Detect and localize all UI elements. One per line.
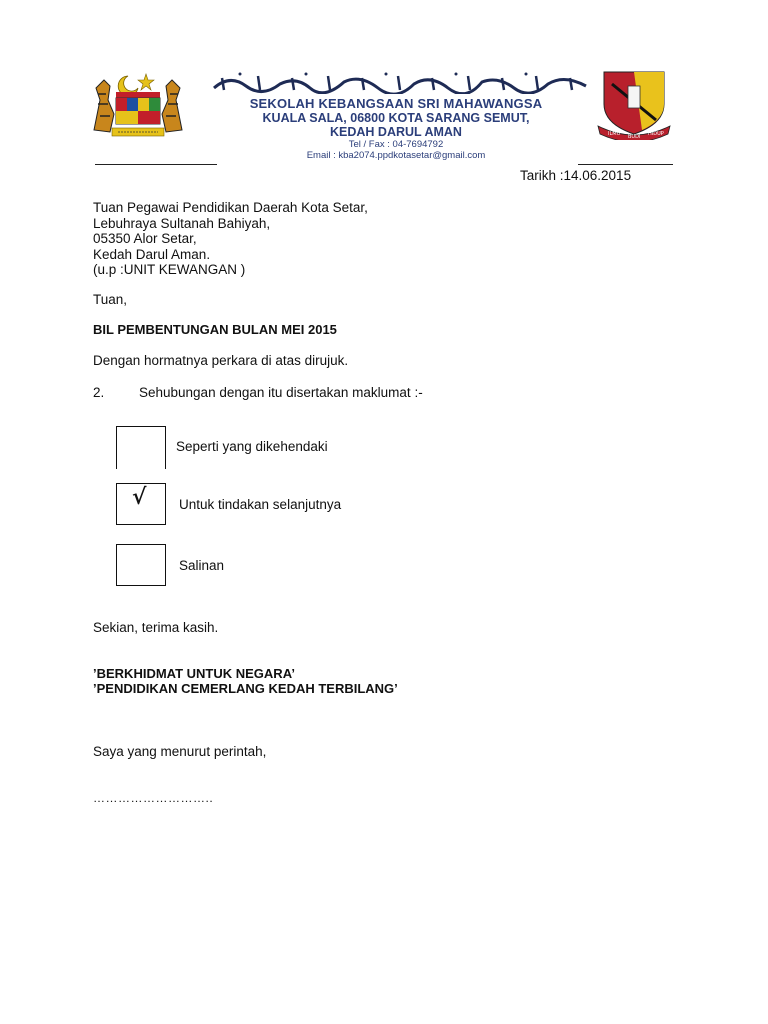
paragraph-1: Dengan hormatnya perkara di atas dirujuk. xyxy=(93,353,349,368)
school-crest-icon xyxy=(592,64,676,140)
closing-line: Sekian, terima kasih. xyxy=(93,620,219,635)
recipient-line: Tuan Pegawai Pendidikan Daerah Kota Setar, xyxy=(93,200,368,215)
signoff: Saya yang menurut perintah, xyxy=(93,744,267,759)
recipient-line: Kedah Darul Aman. xyxy=(93,246,211,262)
option-label-1: Seperti yang dikehendaki xyxy=(176,439,328,454)
salutation: Tuan, xyxy=(93,292,128,307)
school-email: Email : kba2074.ppdkotasetar@gmail.com xyxy=(306,150,486,161)
letterhead-rule-left xyxy=(95,164,217,165)
letter-subject: BIL PEMBENTUNGAN BULAN MEI 2015 xyxy=(93,322,337,337)
paragraph-2-text: Sehubungan dengan itu disertakan maklumat :- xyxy=(139,385,423,400)
malaysia-coat-of-arms-icon xyxy=(90,70,186,142)
recipient-line: Lebuhraya Sultanah Bahiyah, xyxy=(93,215,271,231)
paragraph-2-number: 2. xyxy=(93,385,105,400)
letter-date: Tarikh :14.06.2015 xyxy=(520,168,632,183)
svg-text:HIDUP: HIDUP xyxy=(648,131,664,137)
svg-text:ILMU: ILMU xyxy=(608,131,621,137)
school-address-line-2: KEDAH DARUL AMAN xyxy=(330,125,462,139)
motto-line-2: ’PENDIDIKAN CEMERLANG KEDAH TERBILANG’ xyxy=(93,681,398,696)
recipient-line: (u.p :UNIT KEWANGAN ) xyxy=(93,262,246,277)
motto-line-1: ’BERKHIDMAT UNTUK NEGARA’ xyxy=(93,666,295,681)
option-label-3: Salinan xyxy=(179,558,225,573)
recipient-address xyxy=(93,200,368,278)
school-tel-fax: Tel / Fax : 04-7694792 xyxy=(348,139,444,150)
school-address-line-1: KUALA SALA, 06800 KOTA SARANG SEMUT, xyxy=(262,111,530,125)
letterhead-rule-right xyxy=(578,164,673,165)
svg-text:BUDI: BUDI xyxy=(628,134,641,140)
school-name: SEKOLAH KEBANGSAAN SRI MAHAWANGSA xyxy=(249,96,543,111)
recipient-line: 05350 Alor Setar, xyxy=(93,231,197,246)
signature-line: ……………………….. xyxy=(93,791,214,805)
option-checkbox-3[interactable] xyxy=(116,544,166,586)
option-label-2: Untuk tindakan selanjutnya xyxy=(179,497,342,512)
jawi-script-banner xyxy=(210,70,590,94)
checkmark-icon: √ xyxy=(132,484,147,510)
option-checkbox-1[interactable] xyxy=(116,426,166,469)
